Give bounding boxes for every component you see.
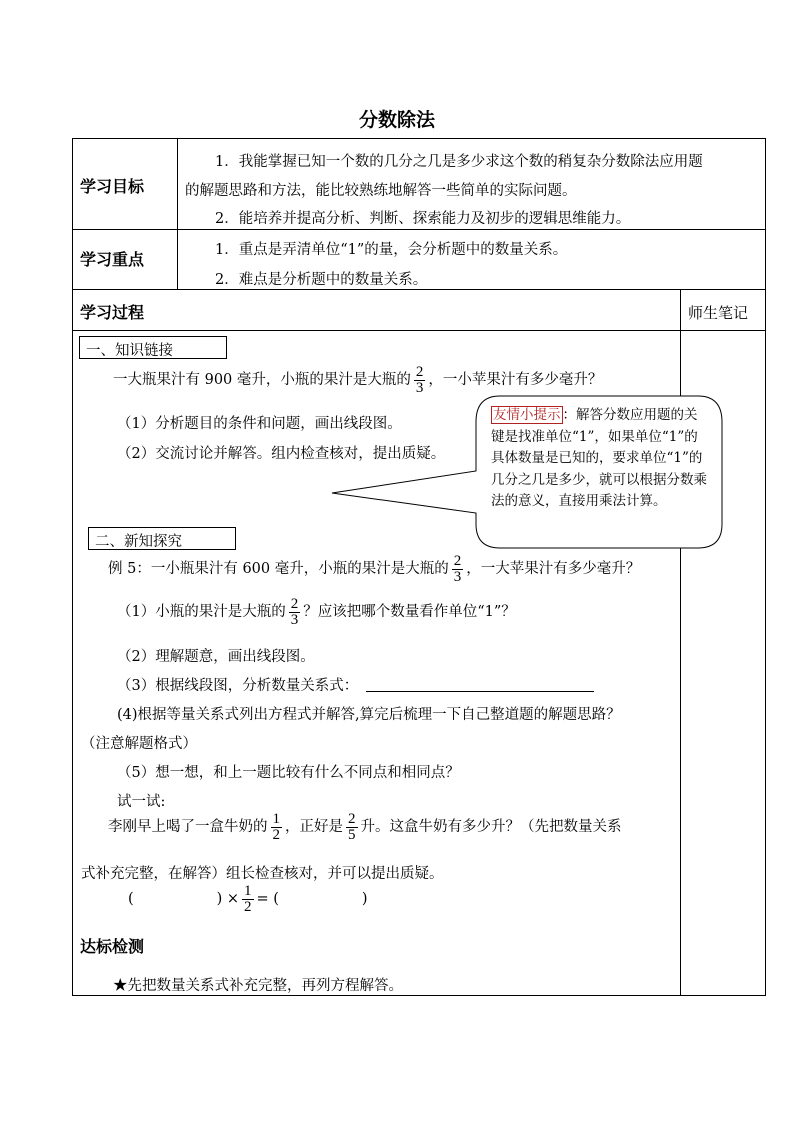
focus-line-2: 2．难点是分析题中的数量关系。 — [215, 272, 428, 288]
step-text: （1）小瓶的果汁是大瓶的 — [117, 604, 286, 620]
test-label: 达标检测 — [80, 937, 145, 956]
fraction: $\frac{1}{2}$ — [244, 882, 252, 915]
try-problem — [108, 810, 622, 844]
goals-line-3: 2．能培养并提高分析、判断、探索能力及初步的逻辑思维能力。 — [215, 211, 631, 227]
problem-text: ，正好是 — [285, 819, 343, 835]
example-step-5: （5）想一想，和上一题比较有什么不同点和相同点？ — [117, 765, 460, 781]
example-step-4: (4)根据等量关系式列出方程式并解答,算完后梳理一下自己整道题的解题思路？ — [117, 707, 621, 723]
step-text: ？应该把哪个数量看作单位“1”？ — [303, 604, 516, 620]
step-text: （3）根据线段图，分析数量关系式： — [117, 678, 359, 694]
fraction: $\frac{2}{3}$ — [453, 552, 462, 585]
example-step-3 — [117, 674, 594, 695]
equation-text: ( ) × — [128, 891, 240, 907]
section-header-label: 二、新知探究 — [95, 534, 182, 550]
hint-body: ：解答分数应用题的关键是找准单位“1”，如果单位“1”的具体数量是已知的，要求单位“1”的几分之几是多少，就可以根据分数乘法的意义，直接用乘法计算。 — [491, 407, 707, 509]
question-text: 一大瓶果汁有 900 毫升，小瓶的果汁是大瓶的 — [113, 372, 411, 388]
example-step-2: （2）理解题意，画出线段图。 — [117, 649, 315, 665]
section1-step-2: （2）交流讨论并解答。组内检查核对，提出质疑。 — [117, 446, 446, 462]
hint-text — [491, 405, 709, 513]
section1-step-1: （1）分析题目的条件和问题，画出线段图。 — [117, 416, 402, 432]
example-text: 例 5：一小瓶果汁有 600 毫升，小瓶的果汁是大瓶的 — [108, 561, 449, 577]
example-text: ，一大苹果汁有多少毫升？ — [466, 561, 641, 577]
fraction: $\frac{1}{2}$ — [272, 810, 280, 843]
example-5 — [108, 552, 640, 586]
problem-text: 升。这盒牛奶有多少升？（先把数量关系 — [360, 819, 622, 835]
test-instruction: ★先把数量关系式补充完整，再列方程解答。 — [113, 978, 403, 994]
process-label: 学习过程 — [80, 303, 145, 322]
equation-text: = ( ) — [256, 891, 368, 907]
page-title: 分数除法 — [358, 109, 435, 131]
section-header-new-knowledge — [88, 527, 236, 550]
fraction: $\frac{2}{3}$ — [415, 363, 424, 396]
focus-label: 学习重点 — [80, 250, 145, 269]
goals-line-1: 1．我能掌握已知一个数的几分之几是多少求这个数的稍复杂分数除法应用题 — [215, 154, 703, 170]
try-label: 试一试: — [117, 794, 166, 810]
fraction: $\frac{2}{5}$ — [348, 810, 356, 843]
focus-line-1: 1．重点是弄清单位“1”的量，会分析题中的数量关系。 — [215, 242, 568, 258]
try-equation — [128, 882, 368, 916]
fraction: $\frac{2}{3}$ — [290, 595, 299, 628]
goals-line-2: 的解题思路和方法，能比较熟练地解答一些简单的实际问题。 — [185, 183, 577, 199]
example-step-1 — [117, 595, 516, 629]
hint-key: 友情小提示 — [493, 407, 561, 423]
answer-blank[interactable] — [366, 677, 594, 692]
question-text: ，一小苹果汁有多少毫升？ — [428, 372, 603, 388]
notes-label: 师生笔记 — [688, 304, 749, 322]
section-header-label: 一、知识链接 — [86, 343, 173, 359]
example-step-4-note: （注意解题格式） — [81, 736, 197, 752]
goals-label: 学习目标 — [80, 177, 145, 196]
try-problem-line-2: 式补充完整，在解答）组长检查核对，并可以提出质疑。 — [81, 866, 444, 882]
problem-text: 李刚早上喝了一盒牛奶的 — [108, 819, 268, 835]
